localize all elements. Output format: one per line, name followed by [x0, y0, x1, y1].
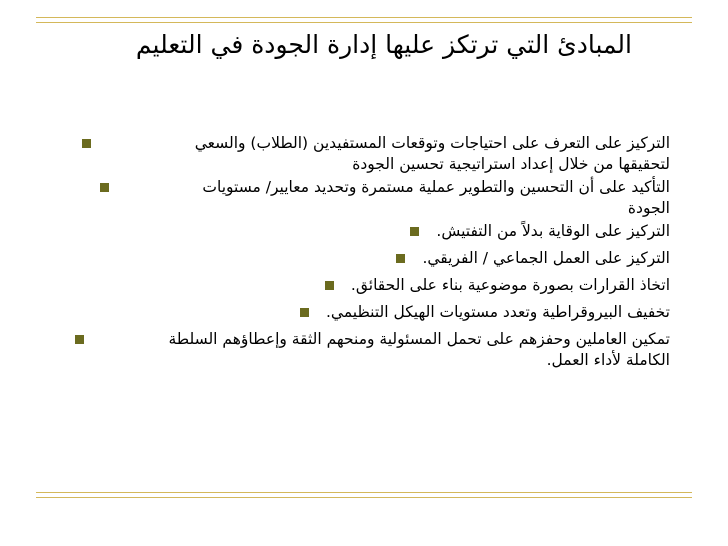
- list-item: [50, 248, 670, 269]
- list-item-line: تخفيف البيروقراطية وتعدد مستويات الهيكل التنظيمي.: [325, 303, 670, 321]
- square-bullet-icon: [82, 139, 91, 148]
- bottom-divider-line: [36, 492, 692, 493]
- square-bullet-icon: [75, 335, 84, 344]
- list-item-line: لتحقيقها من خلال إعداد استراتيجية تحسين الجودة: [352, 155, 670, 173]
- top-divider-line-secondary: [36, 22, 692, 23]
- bullet-list: [50, 133, 670, 373]
- list-item-line: الجودة: [627, 199, 670, 217]
- slide-title: المبادئ التي ترتكز عليها إدارة الجودة في التعليم: [135, 30, 632, 59]
- square-bullet-icon: [300, 308, 309, 317]
- top-divider-line: [36, 17, 692, 18]
- list-item: [50, 177, 670, 219]
- list-item: [50, 329, 670, 371]
- list-item: [50, 133, 670, 175]
- list-item-line: تمكين العاملين وحفزهم على تحمل المسئولية ومنحهم الثقة وإعطاؤهم السلطة: [168, 330, 670, 348]
- list-item-line: الكاملة لأداء العمل.: [546, 351, 670, 369]
- bottom-divider-line-secondary: [36, 497, 692, 498]
- list-item-line: اتخاذ القرارات بصورة موضوعية بناء على الحقائق.: [350, 276, 670, 294]
- list-item-line: التأكيد على أن التحسين والتطوير عملية مستمرة وتحديد معايير/ مستويات: [202, 178, 670, 196]
- list-item: [50, 221, 670, 242]
- list-item-line: التركيز على الوقاية بدلاً من التفتيش.: [436, 222, 670, 240]
- list-item: [50, 275, 670, 296]
- square-bullet-icon: [396, 254, 405, 263]
- square-bullet-icon: [325, 281, 334, 290]
- square-bullet-icon: [410, 227, 419, 236]
- list-item-line: التركيز على العمل الجماعي / الفريقي.: [422, 249, 670, 267]
- square-bullet-icon: [100, 183, 109, 192]
- list-item-line: التركيز على التعرف على احتياجات وتوقعات المستفيدين (الطلاب) والسعي: [194, 134, 670, 152]
- list-item: [50, 302, 670, 323]
